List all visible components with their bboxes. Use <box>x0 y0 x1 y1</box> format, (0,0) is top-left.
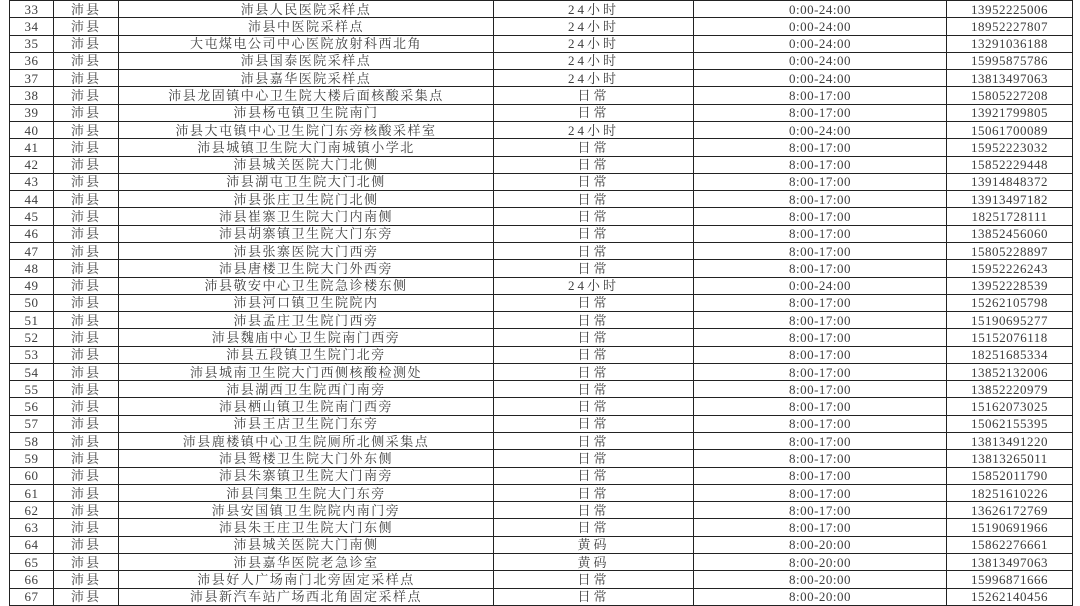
table-row <box>10 571 1073 588</box>
service-hours-cell: 0:00-24:00 <box>694 35 947 52</box>
service-hours-cell: 8:00-20:00 <box>694 536 947 553</box>
table-row <box>10 121 1073 138</box>
site-name-cell: 沛县唐楼卫生院大门外西旁 <box>119 260 494 277</box>
row-number-cell: 55 <box>10 381 54 398</box>
schedule-type-cell: 日常 <box>494 173 694 190</box>
table-row <box>10 18 1073 35</box>
site-name-cell: 沛县国泰医院采样点 <box>119 52 494 69</box>
row-number-cell: 67 <box>10 588 54 605</box>
table-row <box>10 363 1073 380</box>
schedule-type-cell: 黄码 <box>494 536 694 553</box>
county-cell: 沛县 <box>54 294 119 311</box>
schedule-type-cell: 日常 <box>494 87 694 104</box>
row-number-cell: 57 <box>10 415 54 432</box>
table-row <box>10 260 1073 277</box>
site-name-cell: 沛县城关医院大门南侧 <box>119 536 494 553</box>
site-name-cell: 沛县闫集卫生院大门东旁 <box>119 484 494 501</box>
schedule-type-cell: 日常 <box>494 363 694 380</box>
county-cell: 沛县 <box>54 363 119 380</box>
site-name-cell: 沛县人民医院采样点 <box>119 1 494 18</box>
site-name-cell: 沛县张庄卫生院门北侧 <box>119 191 494 208</box>
row-number-cell: 33 <box>10 1 54 18</box>
site-name-cell: 沛县城南卫生院大门西侧核酸检测处 <box>119 363 494 380</box>
county-cell: 沛县 <box>54 156 119 173</box>
phone-number-cell: 13813497063 <box>947 70 1073 87</box>
row-number-cell: 36 <box>10 52 54 69</box>
service-hours-cell: 8:00-17:00 <box>694 242 947 259</box>
phone-number-cell: 18251610226 <box>947 484 1073 501</box>
service-hours-cell: 8:00-20:00 <box>694 588 947 605</box>
site-name-cell: 沛县湖屯卫生院大门北侧 <box>119 173 494 190</box>
site-name-cell: 沛县鹿楼镇中心卫生院厕所北侧采集点 <box>119 433 494 450</box>
county-cell: 沛县 <box>54 588 119 605</box>
phone-number-cell: 15061700089 <box>947 121 1073 138</box>
county-cell: 沛县 <box>54 484 119 501</box>
row-number-cell: 50 <box>10 294 54 311</box>
county-cell: 沛县 <box>54 467 119 484</box>
schedule-type-cell: 日常 <box>494 208 694 225</box>
schedule-type-cell: 日常 <box>494 104 694 121</box>
county-cell: 沛县 <box>54 381 119 398</box>
phone-number-cell: 13291036188 <box>947 35 1073 52</box>
table-row <box>10 329 1073 346</box>
county-cell: 沛县 <box>54 191 119 208</box>
row-number-cell: 34 <box>10 18 54 35</box>
phone-number-cell: 15062155395 <box>947 415 1073 432</box>
table-row <box>10 450 1073 467</box>
table-row <box>10 35 1073 52</box>
schedule-type-cell: 日常 <box>494 398 694 415</box>
phone-number-cell: 15262140456 <box>947 588 1073 605</box>
table-row <box>10 242 1073 259</box>
schedule-type-cell: 日常 <box>494 415 694 432</box>
phone-number-cell: 13952228539 <box>947 277 1073 294</box>
schedule-type-cell: 日常 <box>494 467 694 484</box>
site-name-cell: 沛县中医院采样点 <box>119 18 494 35</box>
county-cell: 沛县 <box>54 18 119 35</box>
phone-number-cell: 15862276661 <box>947 536 1073 553</box>
phone-number-cell: 13913497182 <box>947 191 1073 208</box>
row-number-cell: 49 <box>10 277 54 294</box>
county-cell: 沛县 <box>54 312 119 329</box>
phone-number-cell: 15152076118 <box>947 329 1073 346</box>
site-name-cell: 沛县大屯镇中心卫生院门东旁核酸采样室 <box>119 121 494 138</box>
table-row <box>10 346 1073 363</box>
table-row <box>10 87 1073 104</box>
county-cell: 沛县 <box>54 398 119 415</box>
phone-number-cell: 18251685334 <box>947 346 1073 363</box>
service-hours-cell: 8:00-17:00 <box>694 225 947 242</box>
schedule-type-cell: 日常 <box>494 571 694 588</box>
site-name-cell: 沛县安国镇卫生院院内南门旁 <box>119 502 494 519</box>
site-name-cell: 沛县河口镇卫生院院内 <box>119 294 494 311</box>
site-name-cell: 沛县王店卫生院门东旁 <box>119 415 494 432</box>
row-number-cell: 37 <box>10 70 54 87</box>
county-cell: 沛县 <box>54 52 119 69</box>
phone-number-cell: 13852132006 <box>947 363 1073 380</box>
county-cell: 沛县 <box>54 208 119 225</box>
row-number-cell: 40 <box>10 121 54 138</box>
table-row <box>10 536 1073 553</box>
row-number-cell: 41 <box>10 139 54 156</box>
county-cell: 沛县 <box>54 225 119 242</box>
table-row <box>10 277 1073 294</box>
service-hours-cell: 0:00-24:00 <box>694 52 947 69</box>
schedule-type-cell: 日常 <box>494 294 694 311</box>
site-name-cell: 大屯煤电公司中心医院放射科西北角 <box>119 35 494 52</box>
phone-number-cell: 13813491220 <box>947 433 1073 450</box>
phone-number-cell: 13952225006 <box>947 1 1073 18</box>
table-row <box>10 502 1073 519</box>
row-number-cell: 58 <box>10 433 54 450</box>
schedule-type-cell: 日常 <box>494 312 694 329</box>
phone-number-cell: 13852220979 <box>947 381 1073 398</box>
service-hours-cell: 8:00-17:00 <box>694 450 947 467</box>
county-cell: 沛县 <box>54 433 119 450</box>
schedule-type-cell: 24小时 <box>494 121 694 138</box>
sampling-sites-table <box>9 0 1073 606</box>
table-row <box>10 208 1073 225</box>
schedule-type-cell: 日常 <box>494 519 694 536</box>
county-cell: 沛县 <box>54 70 119 87</box>
phone-number-cell: 15805228897 <box>947 242 1073 259</box>
schedule-type-cell: 日常 <box>494 381 694 398</box>
table-body <box>10 1 1073 606</box>
service-hours-cell: 8:00-17:00 <box>694 260 947 277</box>
row-number-cell: 61 <box>10 484 54 501</box>
schedule-type-cell: 24小时 <box>494 18 694 35</box>
site-name-cell: 沛县张寨医院大门西旁 <box>119 242 494 259</box>
site-name-cell: 沛县龙固镇中心卫生院大楼后面核酸采集点 <box>119 87 494 104</box>
row-number-cell: 62 <box>10 502 54 519</box>
phone-number-cell: 15852011790 <box>947 467 1073 484</box>
row-number-cell: 53 <box>10 346 54 363</box>
county-cell: 沛县 <box>54 242 119 259</box>
schedule-type-cell: 日常 <box>494 225 694 242</box>
table-row <box>10 433 1073 450</box>
service-hours-cell: 0:00-24:00 <box>694 70 947 87</box>
phone-number-cell: 15190691966 <box>947 519 1073 536</box>
schedule-type-cell: 24小时 <box>494 35 694 52</box>
row-number-cell: 46 <box>10 225 54 242</box>
county-cell: 沛县 <box>54 536 119 553</box>
service-hours-cell: 8:00-17:00 <box>694 363 947 380</box>
service-hours-cell: 8:00-17:00 <box>694 294 947 311</box>
schedule-type-cell: 日常 <box>494 156 694 173</box>
row-number-cell: 38 <box>10 87 54 104</box>
site-name-cell: 沛县城关医院大门北侧 <box>119 156 494 173</box>
row-number-cell: 35 <box>10 35 54 52</box>
table-row <box>10 381 1073 398</box>
row-number-cell: 43 <box>10 173 54 190</box>
service-hours-cell: 8:00-20:00 <box>694 571 947 588</box>
sampling-sites-table-container <box>9 0 1072 606</box>
county-cell: 沛县 <box>54 502 119 519</box>
site-name-cell: 沛县敬安中心卫生院急诊楼东侧 <box>119 277 494 294</box>
phone-number-cell: 13914848372 <box>947 173 1073 190</box>
table-row <box>10 1 1073 18</box>
row-number-cell: 54 <box>10 363 54 380</box>
table-row <box>10 588 1073 605</box>
service-hours-cell: 8:00-17:00 <box>694 104 947 121</box>
site-name-cell: 沛县朱王庄卫生院大门东侧 <box>119 519 494 536</box>
service-hours-cell: 8:00-17:00 <box>694 467 947 484</box>
phone-number-cell: 15805227208 <box>947 87 1073 104</box>
county-cell: 沛县 <box>54 415 119 432</box>
county-cell: 沛县 <box>54 450 119 467</box>
phone-number-cell: 15996871666 <box>947 571 1073 588</box>
service-hours-cell: 8:00-17:00 <box>694 519 947 536</box>
phone-number-cell: 15262105798 <box>947 294 1073 311</box>
phone-number-cell: 15190695277 <box>947 312 1073 329</box>
county-cell: 沛县 <box>54 277 119 294</box>
service-hours-cell: 0:00-24:00 <box>694 277 947 294</box>
schedule-type-cell: 24小时 <box>494 52 694 69</box>
site-name-cell: 沛县嘉华医院采样点 <box>119 70 494 87</box>
service-hours-cell: 0:00-24:00 <box>694 18 947 35</box>
site-name-cell: 沛县城镇卫生院大门南城镇小学北 <box>119 139 494 156</box>
county-cell: 沛县 <box>54 173 119 190</box>
county-cell: 沛县 <box>54 260 119 277</box>
row-number-cell: 47 <box>10 242 54 259</box>
county-cell: 沛县 <box>54 554 119 571</box>
service-hours-cell: 8:00-17:00 <box>694 415 947 432</box>
service-hours-cell: 0:00-24:00 <box>694 1 947 18</box>
schedule-type-cell: 日常 <box>494 346 694 363</box>
row-number-cell: 59 <box>10 450 54 467</box>
county-cell: 沛县 <box>54 346 119 363</box>
site-name-cell: 沛县崔寨卫生院大门内南侧 <box>119 208 494 225</box>
site-name-cell: 沛县新汽车站广场西北角固定采样点 <box>119 588 494 605</box>
row-number-cell: 65 <box>10 554 54 571</box>
table-row <box>10 173 1073 190</box>
service-hours-cell: 8:00-17:00 <box>694 208 947 225</box>
phone-number-cell: 13626172769 <box>947 502 1073 519</box>
county-cell: 沛县 <box>54 1 119 18</box>
table-row <box>10 52 1073 69</box>
table-row <box>10 225 1073 242</box>
schedule-type-cell: 日常 <box>494 484 694 501</box>
table-row <box>10 139 1073 156</box>
site-name-cell: 沛县好人广场南门北旁固定采样点 <box>119 571 494 588</box>
phone-number-cell: 15852229448 <box>947 156 1073 173</box>
schedule-type-cell: 24小时 <box>494 1 694 18</box>
table-row <box>10 70 1073 87</box>
phone-number-cell: 13852456060 <box>947 225 1073 242</box>
schedule-type-cell: 日常 <box>494 433 694 450</box>
schedule-type-cell: 日常 <box>494 450 694 467</box>
row-number-cell: 60 <box>10 467 54 484</box>
phone-number-cell: 13813265011 <box>947 450 1073 467</box>
county-cell: 沛县 <box>54 519 119 536</box>
service-hours-cell: 8:00-17:00 <box>694 484 947 501</box>
schedule-type-cell: 24小时 <box>494 277 694 294</box>
row-number-cell: 44 <box>10 191 54 208</box>
phone-number-cell: 18952227807 <box>947 18 1073 35</box>
schedule-type-cell: 日常 <box>494 191 694 208</box>
row-number-cell: 45 <box>10 208 54 225</box>
site-name-cell: 沛县湖西卫生院西门南旁 <box>119 381 494 398</box>
service-hours-cell: 8:00-17:00 <box>694 312 947 329</box>
table-row <box>10 398 1073 415</box>
service-hours-cell: 8:00-17:00 <box>694 156 947 173</box>
site-name-cell: 沛县五段镇卫生院门北旁 <box>119 346 494 363</box>
site-name-cell: 沛县嘉华医院老急诊室 <box>119 554 494 571</box>
row-number-cell: 51 <box>10 312 54 329</box>
county-cell: 沛县 <box>54 104 119 121</box>
schedule-type-cell: 日常 <box>494 139 694 156</box>
service-hours-cell: 8:00-17:00 <box>694 433 947 450</box>
table-row <box>10 294 1073 311</box>
phone-number-cell: 13921799805 <box>947 104 1073 121</box>
service-hours-cell: 8:00-17:00 <box>694 398 947 415</box>
phone-number-cell: 15995875786 <box>947 52 1073 69</box>
table-row <box>10 156 1073 173</box>
phone-number-cell: 18251728111 <box>947 208 1073 225</box>
site-name-cell: 沛县杨屯镇卫生院南门 <box>119 104 494 121</box>
table-row <box>10 484 1073 501</box>
service-hours-cell: 8:00-17:00 <box>694 173 947 190</box>
table-row <box>10 467 1073 484</box>
row-number-cell: 64 <box>10 536 54 553</box>
site-name-cell: 沛县鸳楼卫生院大门外东侧 <box>119 450 494 467</box>
table-row <box>10 519 1073 536</box>
phone-number-cell: 13813497063 <box>947 554 1073 571</box>
service-hours-cell: 8:00-17:00 <box>694 329 947 346</box>
service-hours-cell: 8:00-17:00 <box>694 502 947 519</box>
site-name-cell: 沛县胡寨镇卫生院大门东旁 <box>119 225 494 242</box>
service-hours-cell: 0:00-24:00 <box>694 121 947 138</box>
table-row <box>10 104 1073 121</box>
service-hours-cell: 8:00-17:00 <box>694 139 947 156</box>
row-number-cell: 56 <box>10 398 54 415</box>
site-name-cell: 沛县朱寨镇卫生院大门南旁 <box>119 467 494 484</box>
service-hours-cell: 8:00-17:00 <box>694 87 947 104</box>
service-hours-cell: 8:00-17:00 <box>694 191 947 208</box>
row-number-cell: 48 <box>10 260 54 277</box>
table-row <box>10 312 1073 329</box>
phone-number-cell: 15952226243 <box>947 260 1073 277</box>
row-number-cell: 63 <box>10 519 54 536</box>
site-name-cell: 沛县魏庙中心卫生院南门西旁 <box>119 329 494 346</box>
schedule-type-cell: 日常 <box>494 329 694 346</box>
table-row <box>10 554 1073 571</box>
service-hours-cell: 8:00-17:00 <box>694 346 947 363</box>
site-name-cell: 沛县孟庄卫生院门西旁 <box>119 312 494 329</box>
row-number-cell: 39 <box>10 104 54 121</box>
county-cell: 沛县 <box>54 139 119 156</box>
schedule-type-cell: 日常 <box>494 588 694 605</box>
county-cell: 沛县 <box>54 571 119 588</box>
row-number-cell: 66 <box>10 571 54 588</box>
phone-number-cell: 15162073025 <box>947 398 1073 415</box>
phone-number-cell: 15952223032 <box>947 139 1073 156</box>
county-cell: 沛县 <box>54 121 119 138</box>
schedule-type-cell: 日常 <box>494 260 694 277</box>
schedule-type-cell: 黄码 <box>494 554 694 571</box>
county-cell: 沛县 <box>54 329 119 346</box>
schedule-type-cell: 日常 <box>494 242 694 259</box>
schedule-type-cell: 24小时 <box>494 70 694 87</box>
service-hours-cell: 8:00-17:00 <box>694 381 947 398</box>
county-cell: 沛县 <box>54 87 119 104</box>
service-hours-cell: 8:00-20:00 <box>694 554 947 571</box>
row-number-cell: 52 <box>10 329 54 346</box>
schedule-type-cell: 日常 <box>494 502 694 519</box>
table-row <box>10 191 1073 208</box>
row-number-cell: 42 <box>10 156 54 173</box>
table-row <box>10 415 1073 432</box>
site-name-cell: 沛县栖山镇卫生院南门西旁 <box>119 398 494 415</box>
county-cell: 沛县 <box>54 35 119 52</box>
